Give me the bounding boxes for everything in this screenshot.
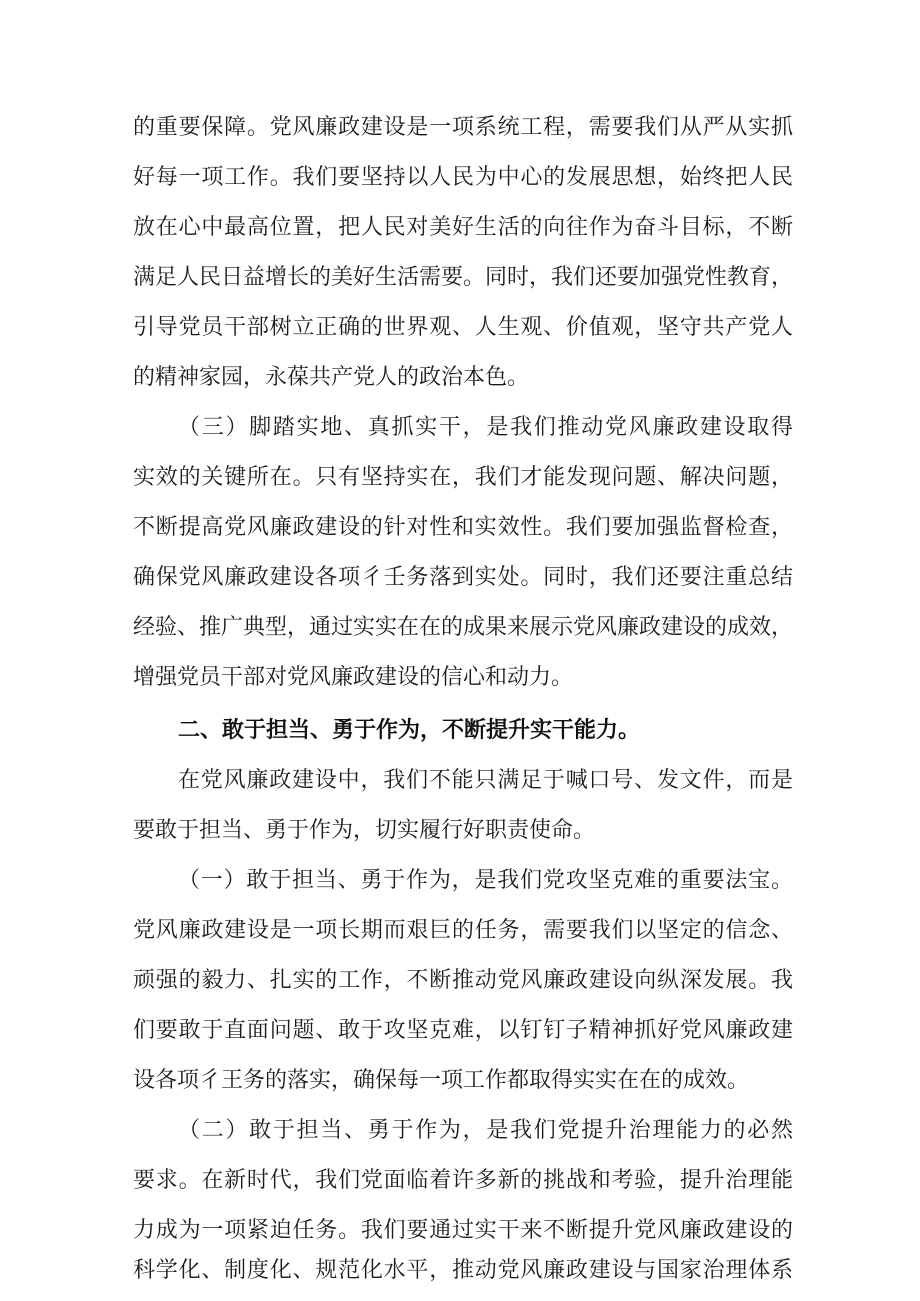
text-line: 要敢于担当、勇于作为，切实履行好职责使命。 <box>133 818 596 843</box>
text-line: 不断提高党风廉政建设的针对性和实效性。我们要加强监督检查， <box>133 515 793 540</box>
text-line: 顽强的毅力、扎实的工作，不断推动党风廉政建设向纵深发展。我 <box>133 968 793 993</box>
text-line: 党风廉政建设是一项长期而艰巨的任务，需要我们以坚定的信念、 <box>133 918 793 943</box>
text-line: 要求。在新时代，我们党面临着许多新的挑战和考验，提升治理能 <box>133 1168 793 1193</box>
text-line: 引导党员干部树立正确的世界观、人生观、价值观，坚守共产党人 <box>133 315 793 340</box>
text-line: （二）敢于担当、勇于作为，是我们党提升治理能力的必然 <box>178 1118 793 1143</box>
text-line: 实效的关键所在。只有坚持实在，我们才能发现问题、解决问题， <box>133 465 793 490</box>
text-line: 的精神家园，永葆共产党人的政治本色。 <box>133 365 530 390</box>
text-line: 的重要保障。党风廉政建设是一项系统工程，需要我们从严从实抓 <box>133 115 793 140</box>
text-line: 们要敢于直面问题、敢于攻坚克难，以钉钉子精神抓好党风廉政建 <box>133 1018 793 1043</box>
text-line: 经验、推广典型，通过实实在在的成果来展示党风廉政建设的成效， <box>133 615 794 640</box>
section-heading: 二、敢于担当、勇于作为，不断提升实干能力。 <box>178 718 641 743</box>
text-line: （一）敢于担当、勇于作为，是我们党攻坚克难的重要法宝。 <box>178 868 793 893</box>
text-line: 科学化、制度化、规范化水平，推动党风廉政建设与国家治理体系 <box>133 1258 793 1283</box>
text-line: 设各项彳王务的落实，确保每一项工作都取得实实在在的成效。 <box>133 1068 750 1093</box>
text-line: 确保党风廉政建设各项彳壬务落到实处。同时，我们还要注重总结 <box>133 565 793 590</box>
text-line: 放在心中最高位置，把人民对美好生活的向往作为奋斗目标，不断 <box>133 215 793 240</box>
text-line: 增强党员干部对党风廉政建设的信心和动力。 <box>133 665 574 690</box>
text-line: 好每一项工作。我们要坚持以人民为中心的发展思想，始终把人民 <box>133 165 793 190</box>
text-line: （三）脚踏实地、真抓实干，是我们推动党风廉政建设取得 <box>178 415 793 440</box>
text-line: 满足人民日益增长的美好生活需要。同时，我们还要加强党性教育， <box>133 265 794 290</box>
text-line: 力成为一项紧迫任务。我们要通过实干来不断提升党风廉政建设的 <box>133 1218 793 1243</box>
text-line: 在党风廉政建设中，我们不能只满足于喊口号、发文件，而是 <box>178 768 793 793</box>
